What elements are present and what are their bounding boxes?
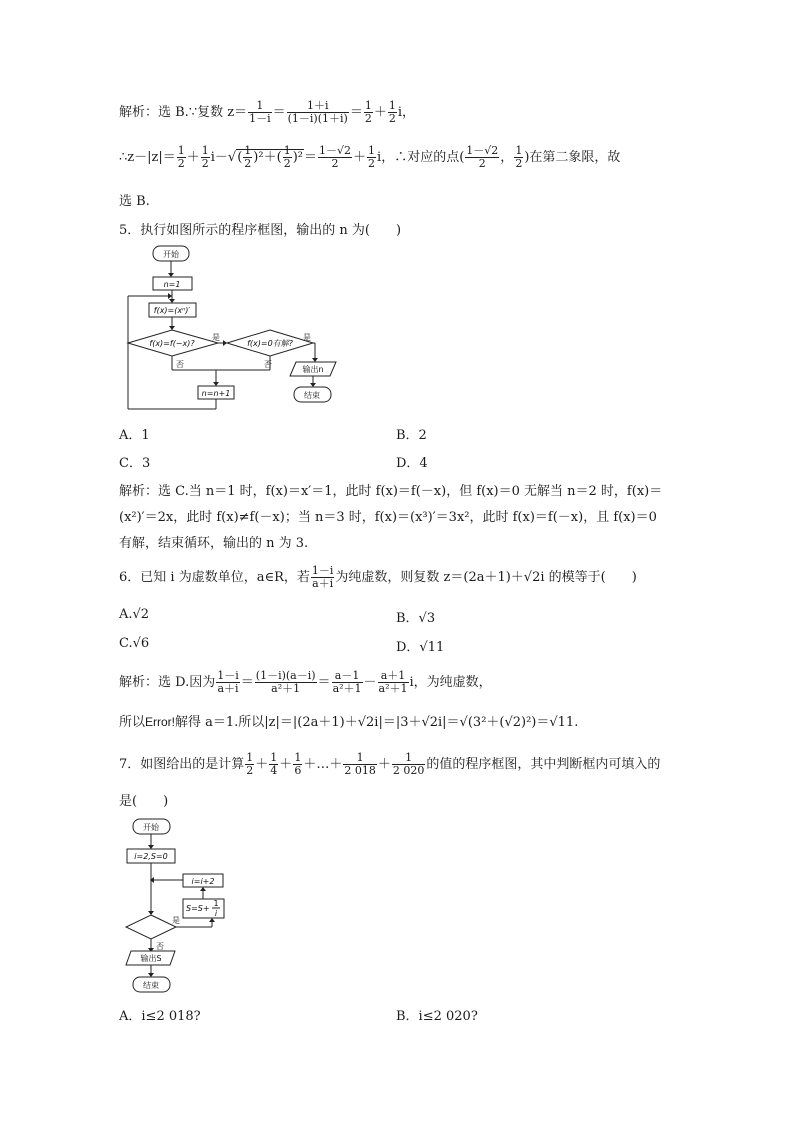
- fraction: [283, 145, 292, 170]
- q4-solution-line3: 选 B.: [119, 194, 150, 209]
- q6-option-a: A.√2: [119, 607, 150, 622]
- fc-acc-label: S=S+: [186, 904, 210, 913]
- numerator: 1: [515, 144, 523, 157]
- fc-output-label: 输出n: [302, 365, 324, 374]
- text: ＝: [240, 675, 254, 690]
- fraction: [243, 145, 252, 170]
- text: ＋…＋: [303, 757, 343, 772]
- fc-inc-label: i=i+2: [191, 877, 215, 886]
- fc-yes2-label: 是: [303, 333, 311, 342]
- fc-no1-label: 否: [176, 360, 184, 369]
- text: 6．已知 i 为虚数单位，a∈R，若: [119, 570, 310, 585]
- text: 解析：选 D.因为: [119, 675, 216, 690]
- q5-flowchart: [126, 245, 346, 410]
- q6-option-c: C.√6: [119, 636, 150, 651]
- text: －: [363, 675, 377, 690]
- numerator: 1: [270, 751, 278, 764]
- fc-output-label: 输出S: [140, 954, 162, 963]
- q5-solution-line3: 有解，结束循环，输出的 n 为 3.: [119, 536, 309, 551]
- fc-end-label: 结束: [304, 391, 320, 400]
- fraction: [343, 752, 377, 777]
- q6-option-b: B．√3: [396, 611, 436, 626]
- fc-init-label: n=1: [163, 280, 181, 289]
- q6-solution-line2: [119, 711, 578, 730]
- fc-inc-label: n=n+1: [201, 389, 231, 398]
- fc-acc-denominator: i: [214, 909, 218, 918]
- error-text: Error!: [145, 715, 176, 729]
- fraction: [367, 145, 376, 170]
- numerator: 1: [364, 99, 372, 112]
- text: 7．如图给出的是计算: [119, 757, 245, 772]
- denominator: 2 020: [392, 764, 425, 777]
- q6-stem: [119, 565, 637, 590]
- text: 为纯虚数，则复数 z＝(2a＋1)＋√2i 的模等于( ): [335, 570, 637, 585]
- numerator: 1: [368, 144, 376, 157]
- q4-solution-line1: [119, 100, 415, 125]
- text: i，∴对应的点: [377, 150, 460, 165]
- text: 解析：选 B.∵复数 z＝: [119, 105, 248, 120]
- numerator: 1: [294, 751, 302, 764]
- text: ＋: [353, 150, 367, 165]
- fc-end-label: 结束: [143, 981, 159, 990]
- fraction: [332, 670, 363, 695]
- fc-no-label: 否: [156, 942, 164, 951]
- fraction: [216, 670, 240, 695]
- fraction: [364, 100, 373, 125]
- numerator: a－1: [332, 670, 363, 683]
- denominator: a＋i: [312, 577, 334, 590]
- text: ∴z－|z|＝: [119, 150, 176, 165]
- denominator: 2 018: [344, 764, 376, 777]
- denominator: 2: [478, 157, 486, 170]
- sqrt-expression: √( $\frac{1}{2}$ )²＋( $\frac{1}{2}$ )²: [227, 144, 303, 170]
- q6-option-d: D．√11: [396, 640, 445, 655]
- text: ＋: [373, 105, 387, 120]
- numerator: 1: [201, 144, 209, 157]
- numerator: 1: [283, 144, 291, 157]
- q6-solution-line1: [119, 670, 492, 695]
- numerator: 1－√2: [466, 144, 499, 157]
- denominator: a²＋1: [378, 682, 408, 695]
- fraction: [311, 565, 335, 590]
- fraction: [465, 145, 499, 170]
- text: 解得 a＝1.所以|z|＝|(2a＋1)＋√2i|＝|3＋√2i|＝√(3²＋(√2)²)＝√11.: [175, 715, 579, 730]
- fc-cond1-label: f(x)=f(−x)?: [149, 339, 195, 348]
- denominator: a＋i: [217, 682, 239, 695]
- fc-acc-numerator: 1: [213, 899, 219, 908]
- fc-no2-label: 否: [264, 360, 272, 369]
- text: ＝: [317, 675, 331, 690]
- text: 在第二象限，故: [529, 150, 621, 165]
- fraction: [177, 145, 186, 170]
- fc-start-label: 开始: [143, 823, 159, 832]
- denominator: 2: [177, 157, 185, 170]
- numerator: 1: [246, 751, 254, 764]
- denominator: 6: [294, 764, 302, 777]
- text: ＋: [377, 757, 391, 772]
- fraction: [388, 100, 397, 125]
- q5-solution-line2: (x²)′＝2x，此时 f(x)≠f(－x)；当 n＝3 时，f(x)＝(x³)′＝3x²，此时 f(x)＝f(－x)，且 f(x)＝0: [119, 510, 657, 525]
- numerator: 1－i: [217, 669, 239, 682]
- text: 所以: [119, 715, 146, 730]
- denominator: 2: [388, 112, 396, 125]
- numerator: (1－i)(a－i): [255, 669, 316, 682]
- q5-option-d: D．4: [396, 456, 428, 471]
- text: ＝: [303, 150, 317, 165]
- numerator: 1－i: [311, 564, 334, 577]
- text: ，: [500, 150, 514, 165]
- q7-stem: [119, 752, 660, 777]
- denominator: 2: [283, 157, 291, 170]
- q5-stem: 5．执行如图所示的程序框图，输出的 n 为( ): [119, 223, 402, 238]
- denominator: 2: [364, 112, 372, 125]
- denominator: 2: [246, 764, 254, 777]
- denominator: 2: [515, 157, 523, 170]
- numerator: 1: [388, 99, 396, 112]
- fraction: [378, 670, 409, 695]
- fc-start-label: 开始: [163, 250, 179, 259]
- q5-option-a: A．1: [119, 428, 150, 443]
- numerator: 1: [248, 100, 272, 113]
- fc-assign-label: f(x)=(xⁿ)′: [153, 306, 191, 315]
- text: i，: [397, 105, 416, 120]
- fc-cond2-label: f(x)=0有解?: [247, 339, 293, 348]
- fc-cond: [126, 915, 176, 939]
- numerator: 1: [392, 752, 426, 765]
- numerator: 1: [343, 752, 377, 765]
- text: ＋: [263, 150, 277, 165]
- fraction: [201, 145, 210, 170]
- denominator: 2: [331, 157, 339, 170]
- q5-option-c: C．3: [119, 456, 151, 471]
- denominator: 2: [201, 157, 209, 170]
- text: i，为纯虚数，: [409, 675, 492, 690]
- numerator: 1＋i: [287, 100, 349, 113]
- denominator: 4: [270, 764, 278, 777]
- numerator: 1: [177, 144, 185, 157]
- fc-yes-label: 是: [172, 916, 180, 925]
- fraction: [255, 670, 317, 695]
- fraction: [392, 752, 426, 777]
- denominator: 1－i: [249, 112, 271, 125]
- fraction: [514, 145, 523, 170]
- fraction: [318, 145, 352, 170]
- fraction: [269, 752, 278, 777]
- q7-flowchart: [124, 817, 234, 995]
- fraction: [248, 100, 272, 125]
- text: ＋: [186, 150, 200, 165]
- q5-solution-line1: 解析：选 C.当 n＝1 时，f(x)＝x′＝1，此时 f(x)＝f(－x)，但 f(x)＝0 无解当 n＝2 时，f(x)＝: [119, 484, 663, 499]
- numerator: 1: [244, 144, 252, 157]
- text: i－: [210, 150, 228, 165]
- text: ＝: [349, 105, 363, 120]
- denominator: (1－i)(1＋i): [287, 112, 348, 125]
- fc-init-label: i=2,S=0: [134, 852, 168, 861]
- denominator: a²＋1: [332, 682, 362, 695]
- q5-option-b: B．2: [396, 428, 427, 443]
- denominator: 2: [368, 157, 376, 170]
- q7-option-a: A．i≤2 018?: [119, 1009, 201, 1024]
- text: ＋: [279, 757, 293, 772]
- numerator: 1－√2: [319, 144, 352, 157]
- denominator: 2: [244, 157, 252, 170]
- fraction: [293, 752, 302, 777]
- fraction: [287, 100, 349, 125]
- q4-solution-line2: ∴z－|z|＝ $\frac{1}{2}$ ＋ $\frac{1}{2}$ i－√( $\frac{1}{2}$ )²＋( $\frac{1}{2}$ )²＝ $\frac{1-√2}{2}$ ＋ $\frac{1}{2}$ i，∴对应的点( $\frac{1-√2}{2}$ ， $\frac{1}{2}$ )在第二象限，故: [119, 144, 621, 170]
- q7-stem-line2: 是( ): [119, 794, 169, 809]
- text: ＋: [255, 757, 269, 772]
- fc-yes1-label: 是: [212, 333, 220, 342]
- numerator: a＋1: [378, 670, 409, 683]
- text: ＝: [272, 105, 286, 120]
- text: 的值的程序框图，其中判断框内可填入的: [426, 757, 661, 772]
- q7-option-b: B．i≤2 020?: [396, 1009, 478, 1024]
- denominator: a²＋1: [271, 682, 301, 695]
- fraction: [245, 752, 254, 777]
